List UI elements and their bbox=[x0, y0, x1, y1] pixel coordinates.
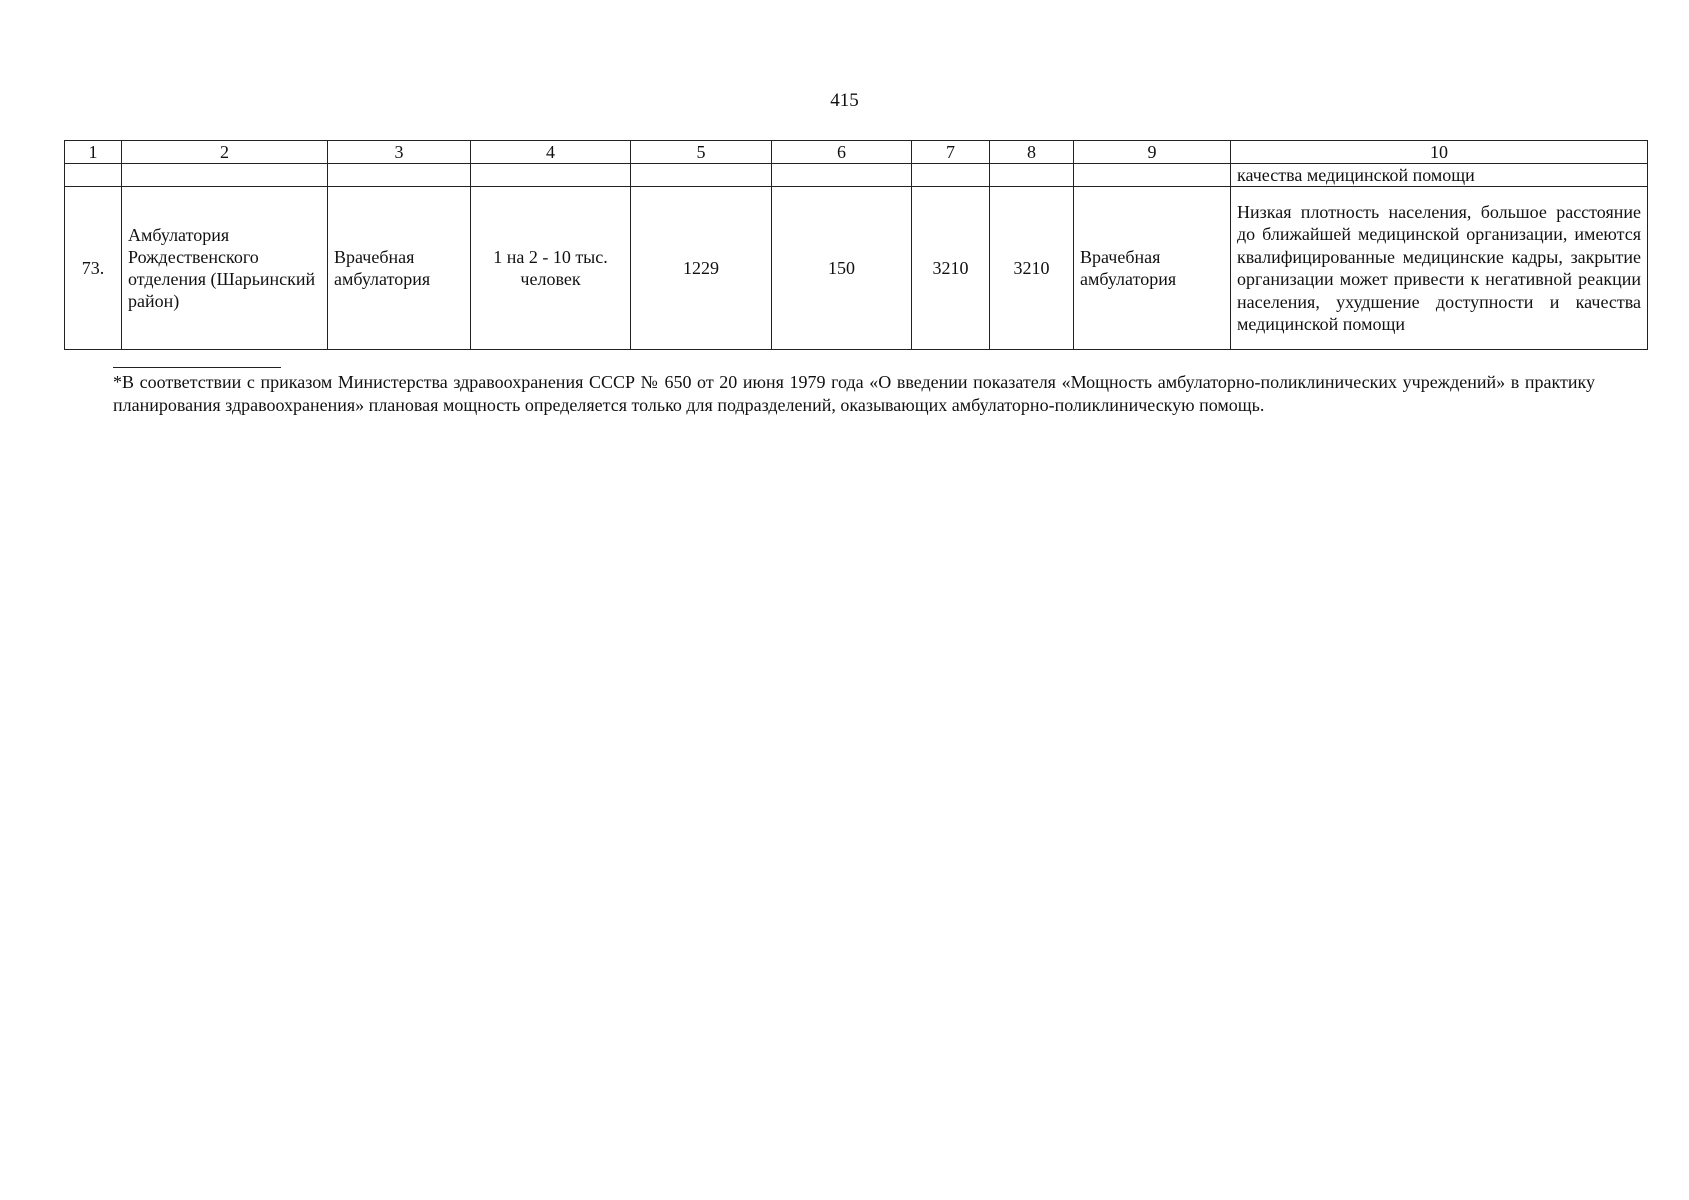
service-norm: 1 на 2 - 10 тыс. человек bbox=[471, 187, 631, 350]
column-header: 8 bbox=[990, 141, 1074, 164]
table-cell bbox=[912, 164, 990, 187]
column-header: 10 bbox=[1231, 141, 1648, 164]
row-number: 73. bbox=[65, 187, 122, 350]
column-header: 3 bbox=[328, 141, 471, 164]
table-cell bbox=[328, 164, 471, 187]
column-header: 7 bbox=[912, 141, 990, 164]
continuation-row bbox=[65, 164, 1648, 187]
column-header: 2 bbox=[122, 141, 328, 164]
table-cell: 3210 bbox=[912, 187, 990, 350]
page-number: 415 bbox=[830, 90, 859, 111]
column-header: 6 bbox=[772, 141, 912, 164]
table-cell bbox=[122, 164, 328, 187]
footnote: *В соответствии с приказом Министерства здравоохранения СССР № 650 от 20 июня 1979 года «О введении показателя «Мощность амбулаторно-поликлинических учреждений» в практику планирования здравоохранения» плановая мощность определяется только для подразделений, оказывающих амбулаторно-поликлиническую помощь. bbox=[113, 372, 1595, 415]
table-cell: 150 bbox=[772, 187, 912, 350]
column-header: 5 bbox=[631, 141, 772, 164]
facility-name: Амбулатория Рождественского отделения (Шарьинский район) bbox=[122, 187, 328, 350]
table-cell bbox=[65, 164, 122, 187]
table-cell bbox=[631, 164, 772, 187]
table-cell bbox=[990, 164, 1074, 187]
table-cell: качества медицинской помощи bbox=[1231, 164, 1648, 187]
column-header: 1 bbox=[65, 141, 122, 164]
table-cell bbox=[772, 164, 912, 187]
column-number-row bbox=[65, 141, 1648, 164]
table-cell: 3210 bbox=[990, 187, 1074, 350]
table-cell bbox=[1074, 164, 1231, 187]
footnote-divider bbox=[113, 367, 281, 368]
justification-text: Низкая плотность населения, большое расстояние до ближайшей медицинской организации, имеются квалифицированные медицинские кадры, закрытие организации может привести к негативной реакции населения, ухудшение доступности и качества медицинской помощи bbox=[1231, 187, 1648, 350]
column-header: 4 bbox=[471, 141, 631, 164]
table-row bbox=[65, 187, 1648, 350]
facilities-table bbox=[64, 140, 1648, 350]
proposed-type: Врачебная амбулатория bbox=[1074, 187, 1231, 350]
table-cell bbox=[471, 164, 631, 187]
column-header: 9 bbox=[1074, 141, 1231, 164]
facility-type: Врачебная амбулатория bbox=[328, 187, 471, 350]
table-cell: 1229 bbox=[631, 187, 772, 350]
